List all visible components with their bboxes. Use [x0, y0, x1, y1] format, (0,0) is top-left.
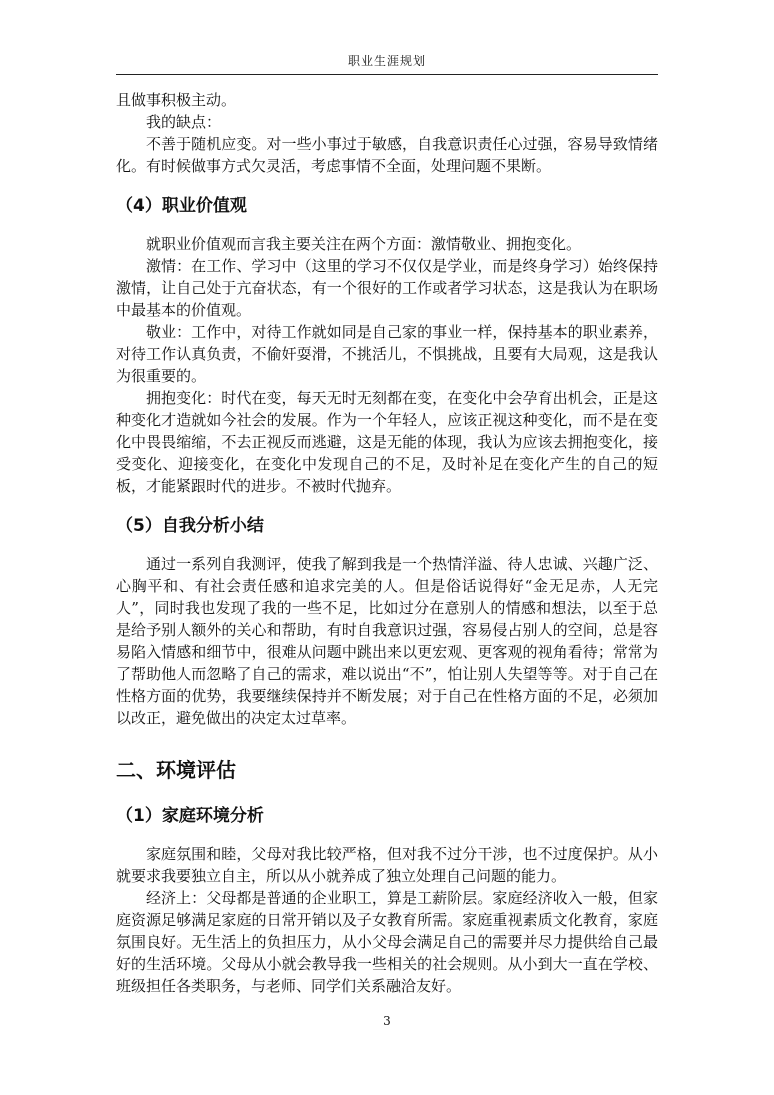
page-header: 职业生涯规划 — [347, 54, 426, 68]
paragraph: 敬业：工作中，对待工作就如同是自己家的事业一样，保持基本的职业素养，对待工作认真负责，不偷奸耍滑，不挑活儿，不惧挑战，且要有大局观，这是我认为很重要的。 — [116, 323, 658, 385]
paragraph: 家庭氛围和睦，父母对我比较严格，但对我不过分干涉，也不过度保护。从小就要求我要独立自主，所以从小就养成了独立处理自己问题的能力。 — [116, 845, 658, 885]
paragraph: 且做事积极主动。 — [116, 91, 237, 109]
header-divider — [116, 74, 658, 75]
paragraph: 就职业价值观而言我主要关注在两个方面：激情敬业、拥抱变化。 — [146, 235, 582, 253]
page-number: 3 — [383, 1014, 391, 1028]
paragraph: 拥抱变化：时代在变，每天无时无刻都在变，在变化中会孕育出机会，正是这种变化才造就如今社会的发展。作为一个年轻人，应该正视这种变化，而不是在变化中畏畏缩缩，不去正视反而逃避，这是无能的体现，我认为应该去拥抱变化，接受变化、迎接变化，在变化中发现自己的不足，及时补足在变化产生的自己的短板，才能紧跟时代的进步。不被时代抛弃。 — [116, 389, 658, 495]
paragraph: 经济上：父母都是普通的企业职工，算是工薪阶层。家庭经济收入一般，但家庭资源足够满足家庭的日常开销以及子女教育所需。家庭重视素质文化教育，家庭氛围良好。无生活上的负担压力，从小父母会满足自己的需要并尽力提供给自己最好的生活环境。父母从小就会教导我一些相关的社会规则。从小到大一直在学校、班级担任各类职务，与老师、同学们关系融洽友好。 — [116, 889, 658, 995]
section-heading-summary: （5）自我分析小结 — [116, 516, 264, 536]
chapter-heading-environment: 二、环境评估 — [116, 758, 236, 782]
section-heading-values: （4）职业价值观 — [116, 196, 247, 216]
paragraph: 激情：在工作、学习中（这里的学习不仅仅是学业，而是终身学习）始终保持激情，让自己处于亢奋状态，有一个很好的工作或者学习状态，这是我认为在职场中最基本的价值观。 — [116, 257, 658, 319]
section-heading-family: （1）家庭环境分析 — [116, 806, 264, 826]
paragraph: 我的缺点： — [146, 113, 222, 131]
paragraph: 通过一系列自我测评，使我了解到我是一个热情洋溢、待人忠诚、兴趣广泛、心胸平和、有社会责任感和追求完美的人。但是俗话说得好“金无足赤，人无完人”，同时我也发现了我的一些不足，比如过分在意别人的情感和想法，以至于总是给予别人额外的关心和帮助，有时自我意识过强，容易侵占别人的空间，总是容易陷入情感和细节中，很难从问题中跳出来以更宏观、更客观的视角看待；常常为了帮助他人而忽略了自己的需求，难以说出“不”，怕让别人失望等等。对于自己在性格方面的优势，我要继续保持并不断发展；对于自己在性格方面的不足，必须加以改正，避免做出的决定太过草率。 — [116, 555, 658, 727]
document-body — [116, 89, 658, 997]
paragraph: 不善于随机应变。对一些小事过于敏感，自我意识责任心过强，容易导致情绪化。有时候做事方式欠灵活，考虑事情不全面，处理问题不果断。 — [116, 135, 658, 175]
